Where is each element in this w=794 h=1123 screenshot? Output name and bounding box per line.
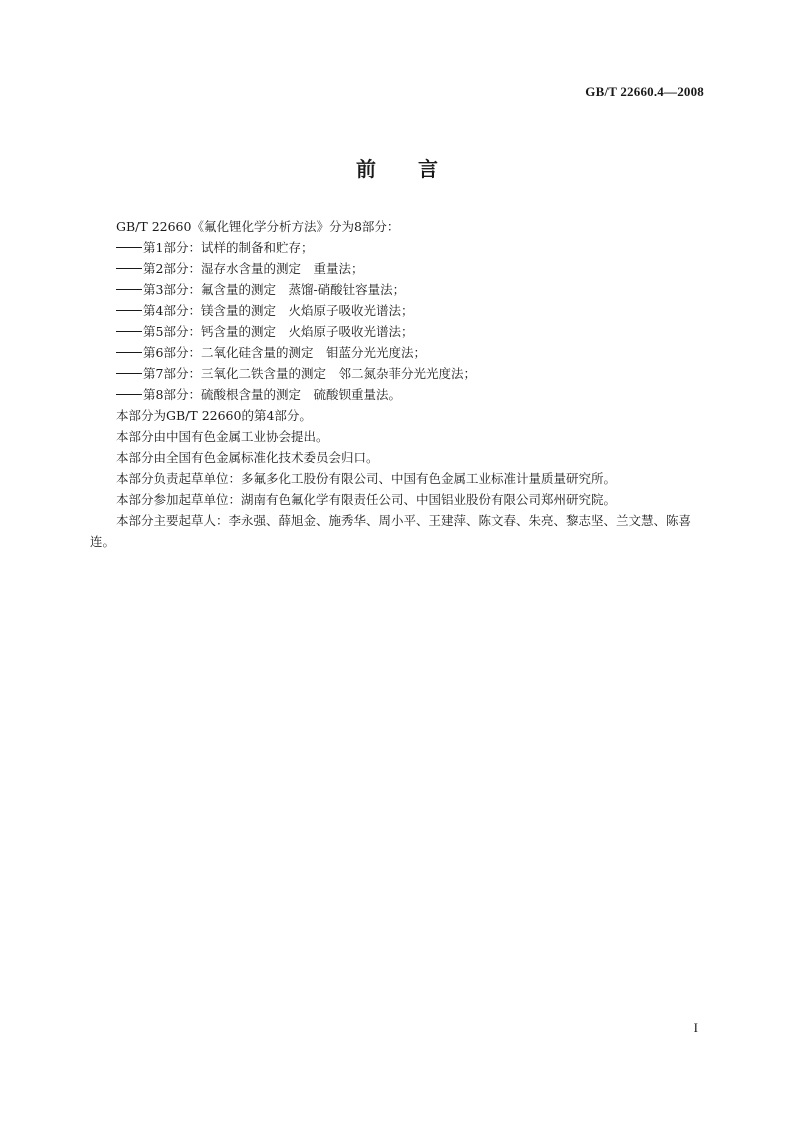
intro-paragraph: GB/T 22660《氟化锂化学分析方法》分为8部分： [116,219,400,234]
standard-code: GB/T 22660.4—2008 [585,84,704,99]
part-item-text: 第8部分：硫酸根含量的测定 硫酸钡重量法。 [143,387,401,402]
part-item [90,363,708,384]
dash-mark [116,394,142,396]
part-item-text: 第1部分：试样的制备和贮存； [143,240,314,255]
dash-mark [116,352,142,354]
dash-mark [116,310,142,312]
participating-drafting-unit: 本部分参加起草单位：湖南有色氟化学有限责任公司、中国铝业股份有限公司郑州研究院。 [116,492,617,507]
part-item [90,321,708,342]
page-title: 前言 [356,157,480,181]
part-item-text: 第5部分：钙含量的测定 火焰原子吸收光谱法； [143,324,414,339]
part-item-text: 第7部分：三氧化二铁含量的测定 邻二氮杂菲分光光度法； [143,366,476,381]
part-item-text: 第4部分：镁含量的测定 火焰原子吸收光谱法； [143,303,414,318]
part-item [90,279,708,300]
part-item [90,258,708,279]
part-item-text: 第6部分：二氧化硅含量的测定 钼蓝分光光度法； [143,345,426,360]
proposer-statement: 本部分由中国有色金属工业协会提出。 [116,429,329,444]
foreword-body [90,216,708,552]
part-item [90,237,708,258]
dash-mark [116,289,142,291]
dash-mark [116,247,142,249]
lead-drafting-unit: 本部分负责起草单位：多氟多化工股份有限公司、中国有色金属工业标准计量质量研究所。 [116,471,617,486]
page-number: I [693,1020,698,1035]
dash-mark [116,373,142,375]
part-item-text: 第2部分：湿存水含量的测定 重量法； [143,261,364,276]
part-item-text: 第3部分：氟含量的测定 蒸馏-硝酸钍容量法； [143,282,406,297]
part-item [90,384,708,405]
part-item [90,300,708,321]
part-number-statement: 本部分为GB/T 22660的第4部分。 [116,408,312,423]
dash-mark [116,268,142,270]
dash-mark [116,331,142,333]
committee-statement: 本部分由全国有色金属标准化技术委员会归口。 [116,450,379,465]
part-item [90,342,708,363]
main-drafters: 本部分主要起草人：李永强、薛旭金、施秀华、周小平、王建萍、陈文春、朱亮、黎志坚、兰文慧、陈喜连。 [90,513,692,549]
